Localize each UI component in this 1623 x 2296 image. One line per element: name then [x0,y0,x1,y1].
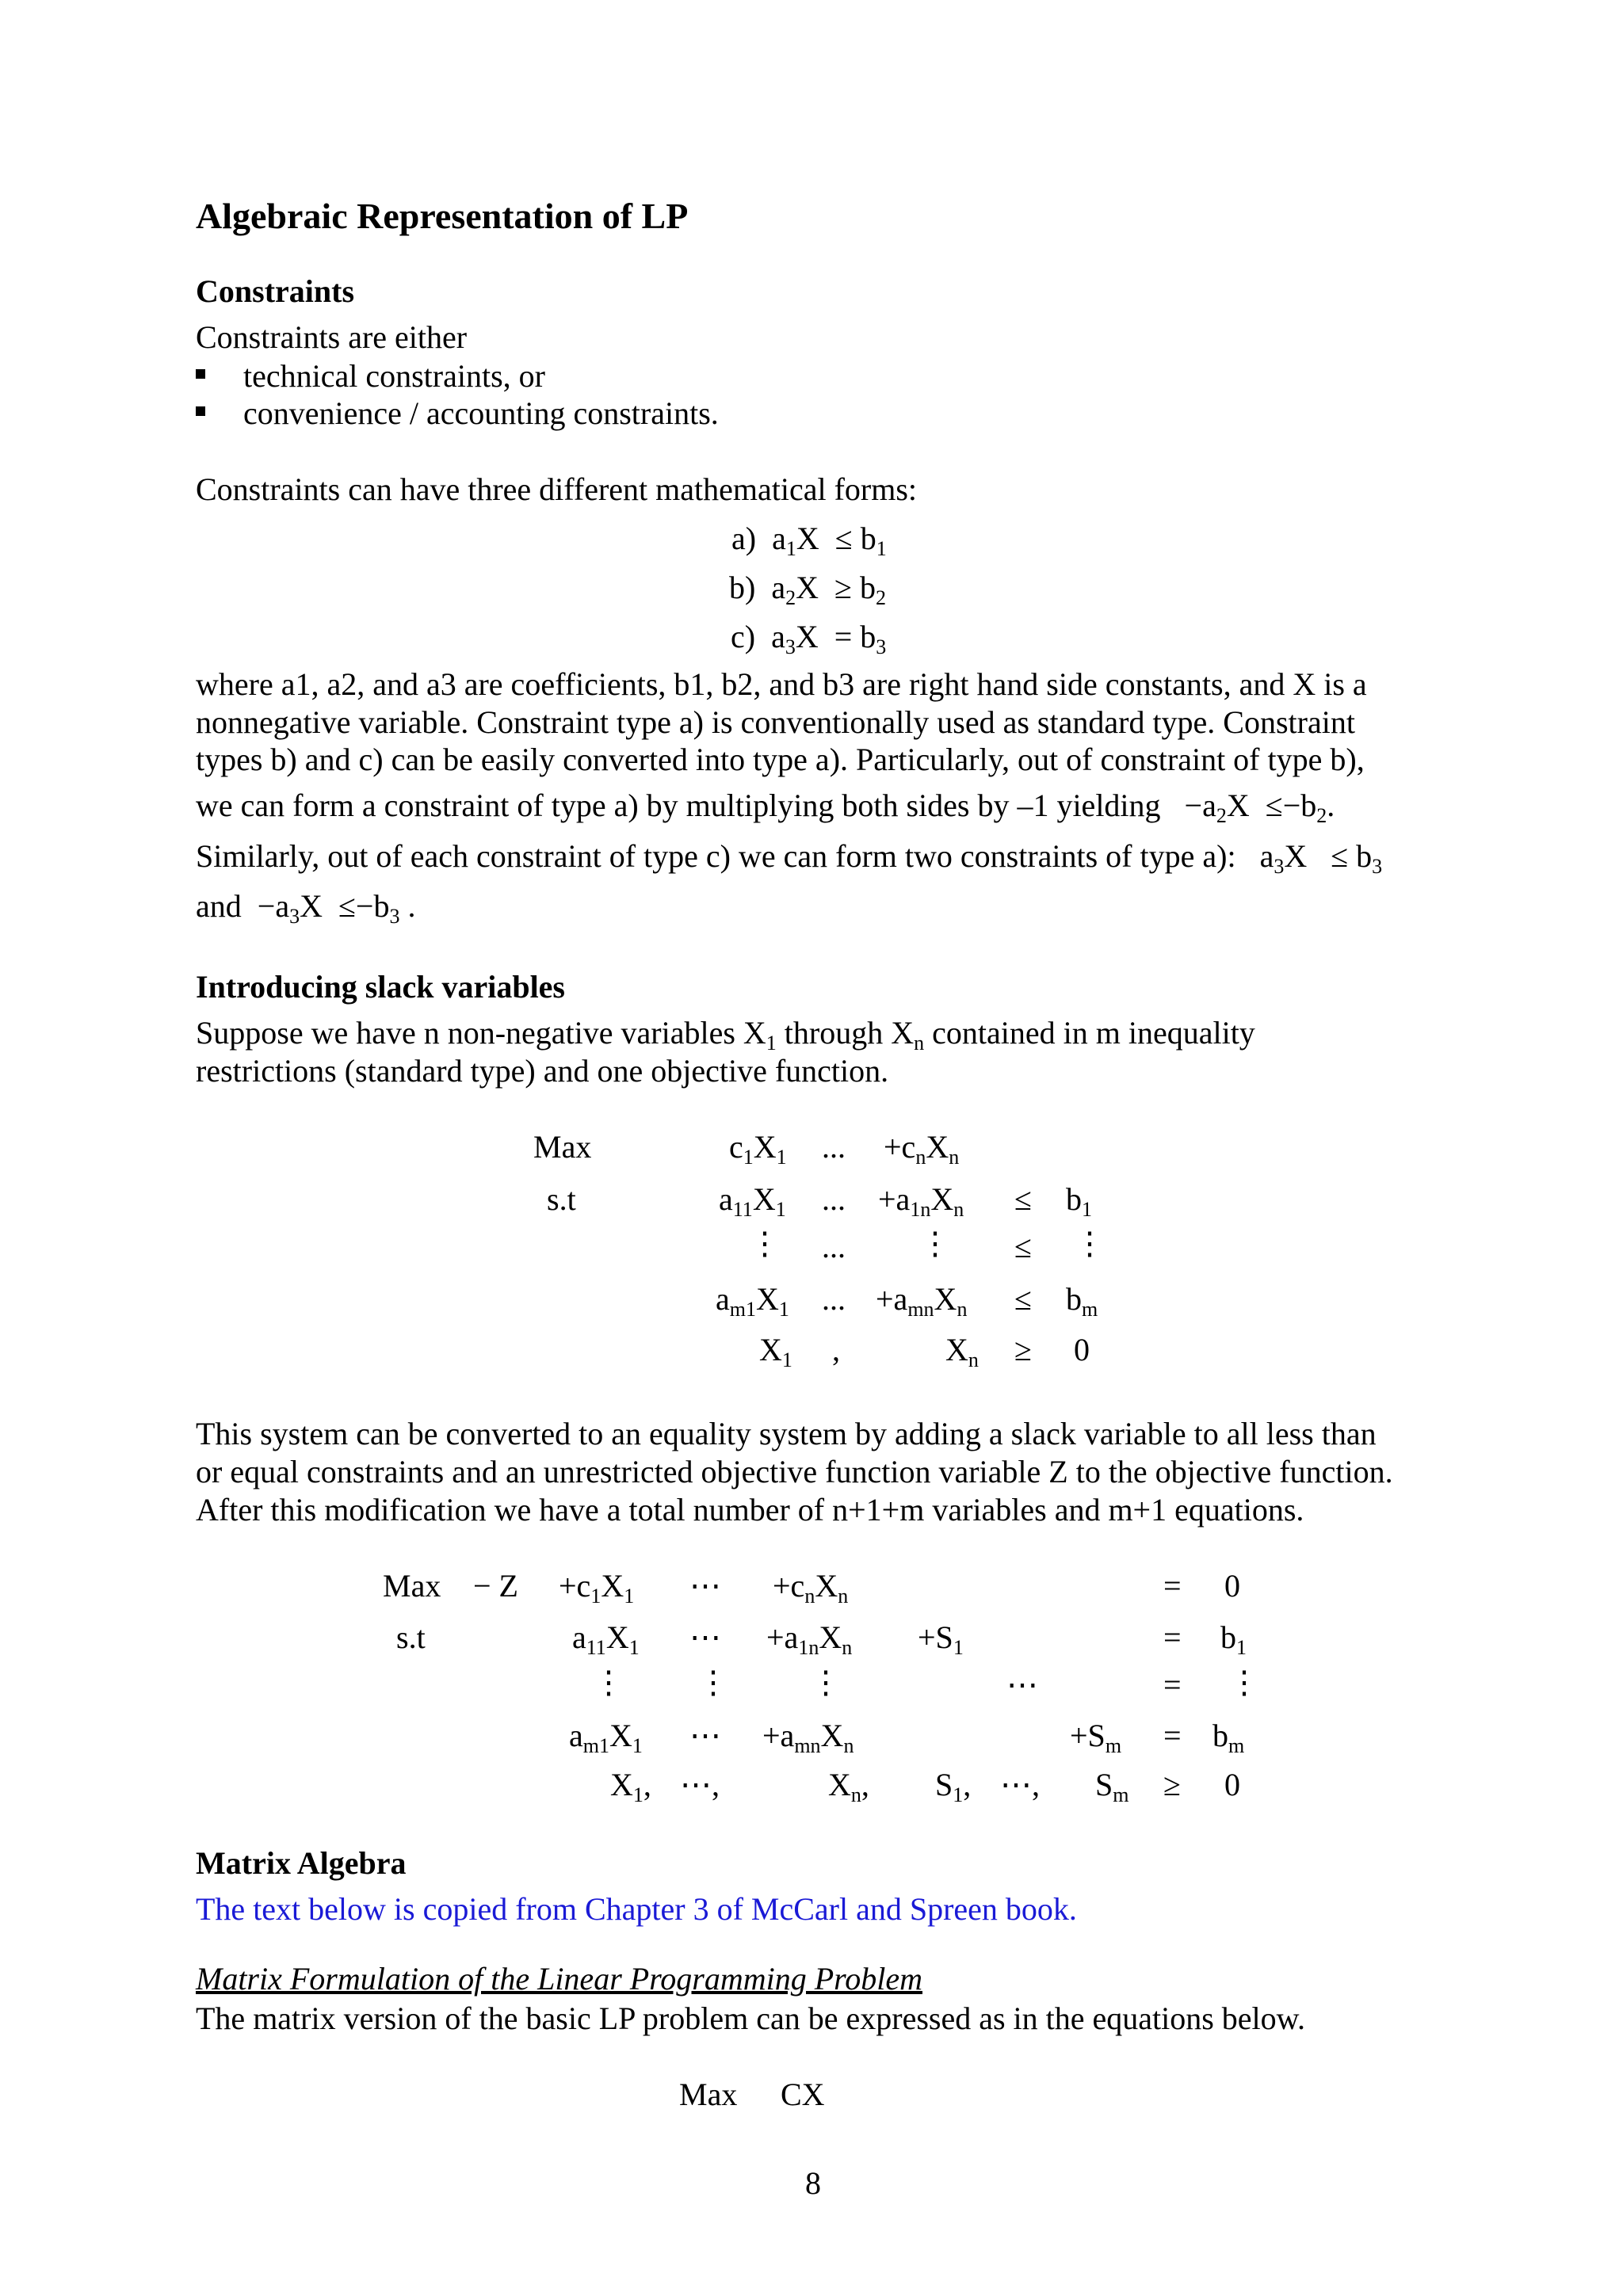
constraint-form-c: c) $a_3X = b_3$ [731,619,887,658]
paragraph-line: types b) and c) can be easily converted into type a). Particularly, out of constraint of type b), [196,742,1365,777]
paragraph-line: nonnegative variable. Constraint type a) is conventionally used as standard type. Constraint [196,704,1355,740]
matrix-max-label: Max [679,2077,738,2112]
paragraph-line: we can form a constraint of type a) by multiplying both sides by –1 yielding $-a_2X \le-b_2$. [196,788,1335,827]
paragraph-line: This system can be converted to an equality system by adding a slack variable to all less than [196,1416,1377,1451]
paragraph-line: After this modification we have a total number of n+1+m variables and m+1 equations. [196,1492,1304,1527]
slack-heading: Introducing slack variables [196,969,565,1005]
page-title: Algebraic Representation of LP [196,196,689,236]
constraints-heading: Constraints [196,273,355,309]
matrix-intro: The matrix version of the basic LP problem can be expressed as in the equations below. [196,2000,1305,2036]
page-number: 8 [805,2165,821,2201]
bullet-square-icon [196,369,205,379]
slack-intro-line: Suppose we have n non-negative variables $X_1$ through $X_n$ contained in m inequality [196,1015,1255,1055]
paragraph-line: where a1, a2, and a3 are coefficients, b1, b2, and b3 are right hand side constants, and X is a [196,666,1367,702]
constraints-intro: Constraints are either [196,319,468,355]
forms-intro: Constraints can have three different mathematical forms: [196,471,918,507]
matrix-subheading: Matrix Formulation of the Linear Programming Problem [196,1961,922,1997]
paragraph-line: Similarly, out of each constraint of type c) we can form two constraints of type a): $a_3X \le b_3$ [196,838,1383,878]
document-page: Algebraic Representation of LP Constraints Constraints are either technical constraints, or convenience / accounting constraints. Constraints can have three different mathematical forms: a) $a_1X \le b_1$ b) $a_2X \ge b_2$ c) $a_3X = b_3$ where a1, a2, and a3 are coefficients, b1, b2, and b3 are right hand side constants, and X is a nonnegative variable. Constraint type a) is conventionally used as standard type. Constraint types b) and c) can be easily converted into type a). Particularly, out of constraint of type b), we can form a constraint of type a) by multiplying both sides by –1 yielding $-a_2X \le-b_2$. Similarly, out of each constraint of type c) we can form two constraints of type a): $a_3X \le b_3$ and $-a_3X \le-b_3$ . Introducing slack variables Suppose we have n non-negative variables $X_1$ through $X_n$ contained in m inequality restrictions (standard type) and one objective function. Max s.t $c_1X_1$ ... $+c_nX_n$ $a_{11}X_1$ ... $+a_{1n}X_n$ ≤ $b_1$ ⋮ ... ⋮ ≤ ⋮ $a_{m1}X_1$ ... $+a_{mn}X_n$ ≤ $b_m$ $X_1$ , $X_n$ ≥ 0 This system can be converted to an equality system by adding a slack variable to all less than or equal constraints and an unrestricted objective function variable Z to the objective function. After this modification we have a total number of n+1+m variables and m+1 equations. Max − Z $+c_1X_1$ ⋯ $+c_nX_n$ = 0 s.t $a_{11}X_1$ ⋯ $+a_{1n}X_n$ $+S_1$ = $b_1$ ⋮ ⋮ ⋮ ⋯ = ⋮ $a_{m1}X_1$ ⋯ $+a_{mn}X_n$ $+S_m$ = $b_m$ $X_1$, ⋯, $X_n$, $S_1$, ⋯, $S_m$ ≥ 0 Matrix Algebra The text below is copied from Chapter 3 of McCarl and Spreen book. Matrix Formulation of the Linear Programming Problem The matrix version of the basic LP problem can be expressed as in the equations below. Max CX 8 [196,196,1393,2201]
constraint-form-a: a) $a_1X \le b_1$ [731,521,887,560]
matrix-max-expr: CX [781,2077,825,2112]
paragraph-line: or equal constraints and an unrestricted objective function variable Z to the objective function. [196,1454,1393,1489]
constraint-form-b: b) $a_2X \ge b_2$ [729,570,886,609]
slack-intro-line: restrictions (standard type) and one objective function. [196,1053,889,1089]
paragraph-line: and $-a_3X \le-b_3$ . [196,888,416,928]
bullet-square-icon [196,406,205,416]
source-note: The text below is copied from Chapter 3 of McCarl and Spreen book. [196,1891,1077,1927]
matrix-heading: Matrix Algebra [196,1845,407,1881]
